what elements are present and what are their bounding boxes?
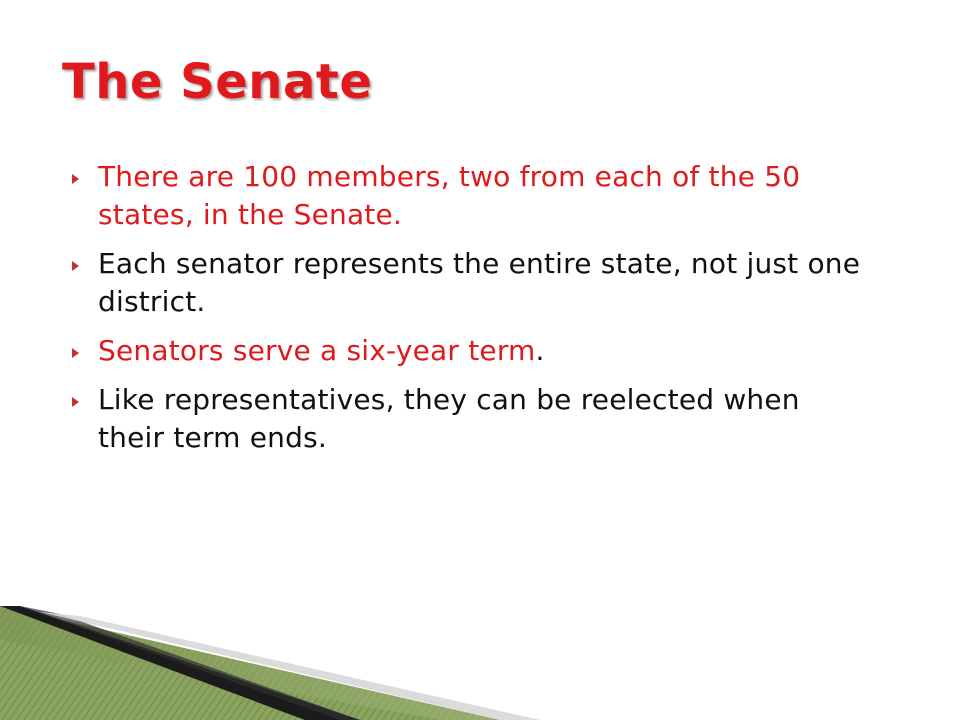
green-wedge <box>0 606 500 720</box>
green-wedge-light <box>0 606 500 720</box>
triangle-right-icon <box>72 174 79 184</box>
bullet-text-period: . <box>535 334 545 367</box>
bullet-text: There are 100 members, two from each of the 50 states, in the Senate. <box>98 160 801 231</box>
triangle-right-icon <box>72 397 79 407</box>
bullet-text-highlight: Senators serve a six-year term <box>98 334 536 367</box>
triangle-right-icon <box>72 261 79 271</box>
bullet-item <box>72 245 872 321</box>
dark-stripe-shadow <box>20 606 360 720</box>
bullet-text: Each senator represents the entire state, not just one district. <box>98 247 861 318</box>
bullet-item <box>72 381 872 457</box>
bullet-item <box>72 158 872 234</box>
triangle-right-icon <box>72 348 79 358</box>
slide-title: The Senate <box>62 54 373 110</box>
bullet-list <box>72 158 872 468</box>
bullet-item <box>72 332 872 370</box>
dark-stripe <box>0 606 360 720</box>
bullet-text: Like representatives, they can be reelected when their term ends. <box>98 383 800 454</box>
gray-stripe <box>40 612 540 720</box>
